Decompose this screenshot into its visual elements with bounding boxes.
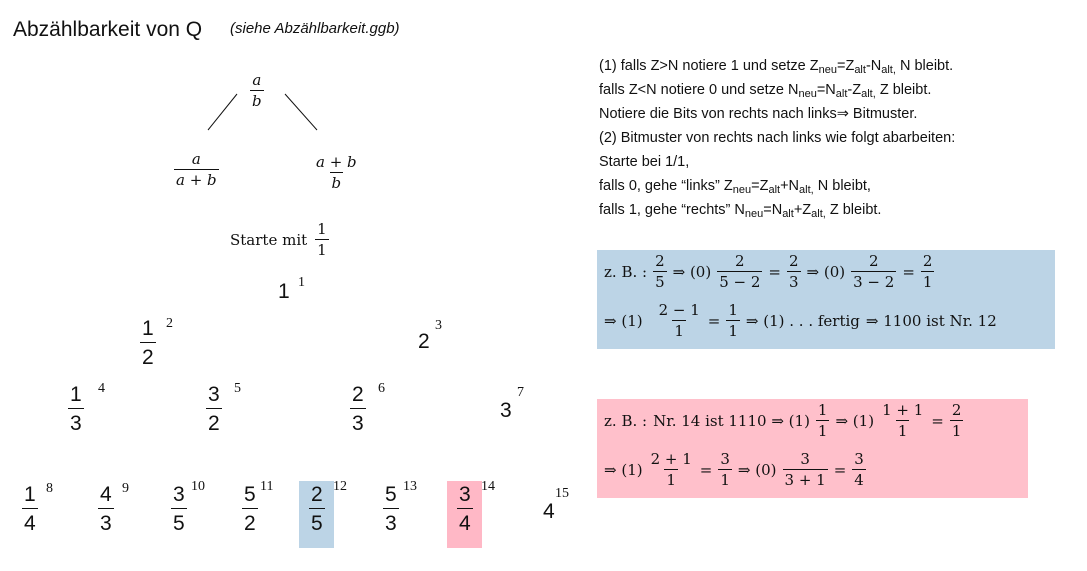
tree-node-index: 5 (234, 381, 241, 396)
tree-node-index: 2 (166, 316, 173, 331)
tree-node-index: 14 (481, 479, 495, 494)
tree-node-2: $\frac{1}{2}$ (142, 317, 154, 369)
example-box-blue (597, 250, 1055, 349)
page-title: Abzählbarkeit von Q (13, 18, 203, 41)
tree-node-index: 8 (46, 481, 53, 496)
tree-node-10: $\frac{3}{5}$ (173, 483, 185, 535)
example-pink-line-2: ⇒ (1) $\frac{2 + 1}{1}$ = $\frac{3}{1}$ ⇒ (0) $\frac{3}{3 + 1}$ = $\frac{3}{4}$ (604, 450, 864, 489)
rule-line-3: Notiere die Bits von rechts nach links⇒ Bitmuster. (599, 106, 918, 122)
tree-node-3: 2 (418, 330, 430, 353)
tree-node-8: $\frac{1}{4}$ (24, 483, 36, 535)
tree-node-7: 3 (500, 399, 512, 422)
tree-node-index: 1 (298, 275, 305, 290)
rule-line-4: (2) Bitmuster von rechts nach links wie folgt abarbeiten: (599, 130, 956, 146)
tree-node-12: $\frac{2}{5}$ (311, 483, 323, 535)
tree-node-index: 11 (260, 479, 274, 494)
tree-node-13: $\frac{5}{3}$ (385, 483, 397, 535)
rule-line-7: falls 1, gehe “rechts” $N_{neu}=N_{alt}+Z_{alt,}$ Z bleibt. (599, 202, 882, 220)
tree-node-11: $\frac{5}{2}$ (244, 483, 256, 535)
tree-node-14: $\frac{3}{4}$ (459, 483, 471, 535)
tree-node-15: 4 (543, 500, 555, 523)
tree-node-index: 3 (435, 318, 442, 333)
right-child-fraction: $\frac{a + b}{b}$ (316, 153, 357, 192)
branch-lines (205, 90, 325, 135)
tree-node-index: 7 (517, 385, 524, 400)
rule-line-1: (1) falls Z>N notiere 1 und setze $Z_{neu}=Z_{alt}-N_{alt,}$ N bleibt. (599, 58, 954, 76)
start-label: Starte mit $\frac{1}{1}$ (230, 220, 327, 259)
tree-node-1: 1 (278, 280, 290, 303)
tree-node-index: 10 (191, 479, 205, 494)
root-fraction: $\frac{a}{b}$ (252, 71, 262, 110)
example-blue-line-1: z. B. : $\frac{2}{5}$ ⇒ (0) $\frac{2}{5 - 2}$ = $\frac{2}{3}$ ⇒ (0) $\frac{2}{3 - 2}$ = $\frac{2}{1}$ (604, 252, 933, 291)
page-subtitle: (siehe Abzählbarkeit.ggb) (230, 20, 400, 37)
rule-line-5: Starte bei 1/1, (599, 154, 690, 170)
tree-node-index: 13 (403, 479, 417, 494)
rule-line-6: falls 0, gehe “links” $Z_{neu}=Z_{alt}+N_{alt,}$ N bleibt, (599, 178, 871, 196)
tree-node-index: 4 (98, 381, 105, 396)
tree-node-index: 9 (122, 481, 129, 496)
tree-node-index: 12 (333, 479, 347, 494)
algorithm-rules (599, 54, 955, 222)
example-box-pink (597, 399, 1028, 498)
tree-node-5: $\frac{3}{2}$ (208, 383, 220, 435)
tree-node-index: 15 (555, 486, 569, 501)
left-child-fraction: $\frac{a}{a + b}$ (176, 150, 217, 189)
rule-line-2: falls Z<N notiere 0 und setze $N_{neu}=N_{alt}-Z_{alt,}$ Z bleibt. (599, 82, 932, 100)
example-blue-line-2: ⇒ (1) $\frac{2 - 1}{1}$ = $\frac{1}{1}$ ⇒ (1) . . . fertig ⇒ 1100 ist Nr. 12 (604, 301, 997, 340)
tree-node-index: 6 (378, 381, 385, 396)
tree-node-4: $\frac{1}{3}$ (70, 383, 82, 435)
tree-node-6: $\frac{2}{3}$ (352, 383, 364, 435)
tree-node-9: $\frac{4}{3}$ (100, 483, 112, 535)
example-pink-line-1: z. B. : Nr. 14 ist 1110 ⇒ (1) $\frac{1}{1}$ ⇒ (1) $\frac{1 + 1}{1}$ = $\frac{2}{1}$ (604, 401, 962, 440)
